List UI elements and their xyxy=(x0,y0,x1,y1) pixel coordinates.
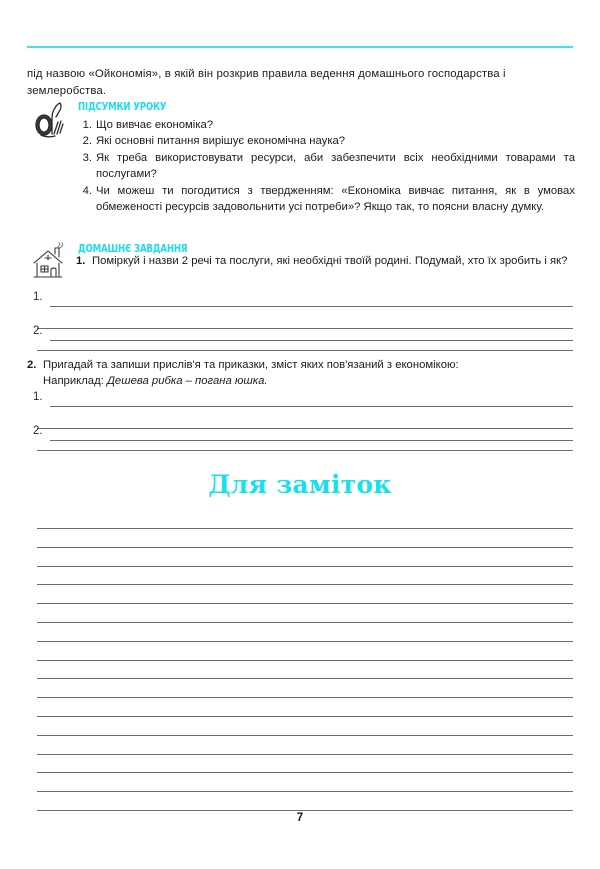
example-label: Наприклад: xyxy=(43,375,104,388)
notes-rule[interactable] xyxy=(37,810,573,811)
notes-rule[interactable] xyxy=(37,547,573,548)
notes-rule[interactable] xyxy=(37,566,573,567)
notes-rule[interactable] xyxy=(37,584,573,585)
notes-rule[interactable] xyxy=(37,791,573,792)
answer-line-row[interactable] xyxy=(0,391,600,414)
top-accent-rule xyxy=(27,46,573,48)
homework-task-1 xyxy=(76,253,575,269)
answer-line-row[interactable] xyxy=(0,291,600,314)
answer-line-row[interactable] xyxy=(0,340,600,358)
list-item xyxy=(76,183,575,216)
list-item-text: Чи можеш ти погодитися з твердженням: «Економіка вивчає питання, як в умовах обмеженості ресурсів задовольнити усі потреби»? Якщо так, то поясни власну думку. xyxy=(96,184,575,214)
notes-rule[interactable] xyxy=(37,678,573,679)
summary-heading: ПІДСУМКИ УРОКУ xyxy=(78,101,167,113)
list-item xyxy=(76,117,575,133)
list-item-number: 4. xyxy=(82,184,92,197)
list-item xyxy=(76,150,575,183)
answer-rule[interactable] xyxy=(50,406,573,407)
homework-heading: ДОМАШНЄ ЗАВДАННЯ xyxy=(78,243,188,255)
list-item-number: 2. xyxy=(82,135,92,148)
list-item xyxy=(76,133,575,149)
notes-title: Для заміток xyxy=(208,470,392,499)
list-item-text: Що вивчає економіка? xyxy=(96,119,214,131)
house-sketch-icon xyxy=(28,242,70,286)
task-number: 2. xyxy=(27,359,37,371)
notes-rule[interactable] xyxy=(37,528,573,529)
task-number: 1. xyxy=(76,255,86,267)
task-text: Поміркуй і назви 2 речі та послуги, які необхідні твоїй родині. Подумай, хто їх зробить і як? xyxy=(92,255,568,267)
notes-rule[interactable] xyxy=(37,697,573,698)
page-number: 7 xyxy=(296,812,304,824)
homework-task-2 xyxy=(27,357,575,390)
list-item-number: 1. xyxy=(82,119,92,131)
answer-rule[interactable] xyxy=(37,450,573,451)
list-item-text: Як треба використовувати ресурси, аби забезпечити всіх необхідними товарами та послугами? xyxy=(96,151,575,181)
answer-rule[interactable] xyxy=(37,428,573,429)
notes-rule[interactable] xyxy=(37,622,573,623)
answer-line-row[interactable] xyxy=(0,440,600,458)
notes-rule[interactable] xyxy=(37,716,573,717)
notes-rule[interactable] xyxy=(37,735,573,736)
answer-line-number: 2. xyxy=(33,325,43,337)
notes-rule[interactable] xyxy=(37,754,573,755)
notes-rule[interactable] xyxy=(37,641,573,642)
answer-rule[interactable] xyxy=(37,350,573,351)
example-text: Дешева рибка – погана юшка. xyxy=(106,375,268,388)
task-text: Пригадай та запиши прислів'я та приказки, зміст яких пов'язаний з економікою: xyxy=(43,359,459,371)
notes-rule[interactable] xyxy=(37,603,573,604)
answer-line-number: 2. xyxy=(33,425,43,437)
answer-line-number: 1. xyxy=(33,291,43,303)
list-item-text: Які основні питання вирішує економічна наука? xyxy=(96,135,346,148)
notes-rule[interactable] xyxy=(37,660,573,661)
list-item-number: 3. xyxy=(82,151,92,164)
intro-paragraph: під назвою «Ойкономія», в якій він розкрив правила ведення домашнього господарства і землеробства. xyxy=(27,68,506,97)
ok-hand-drawn-icon xyxy=(30,100,72,144)
answer-line-number: 1. xyxy=(33,391,43,403)
summary-list xyxy=(76,117,575,215)
answer-rule[interactable] xyxy=(37,328,573,329)
notes-rule[interactable] xyxy=(37,772,573,773)
answer-rule[interactable] xyxy=(50,306,573,307)
